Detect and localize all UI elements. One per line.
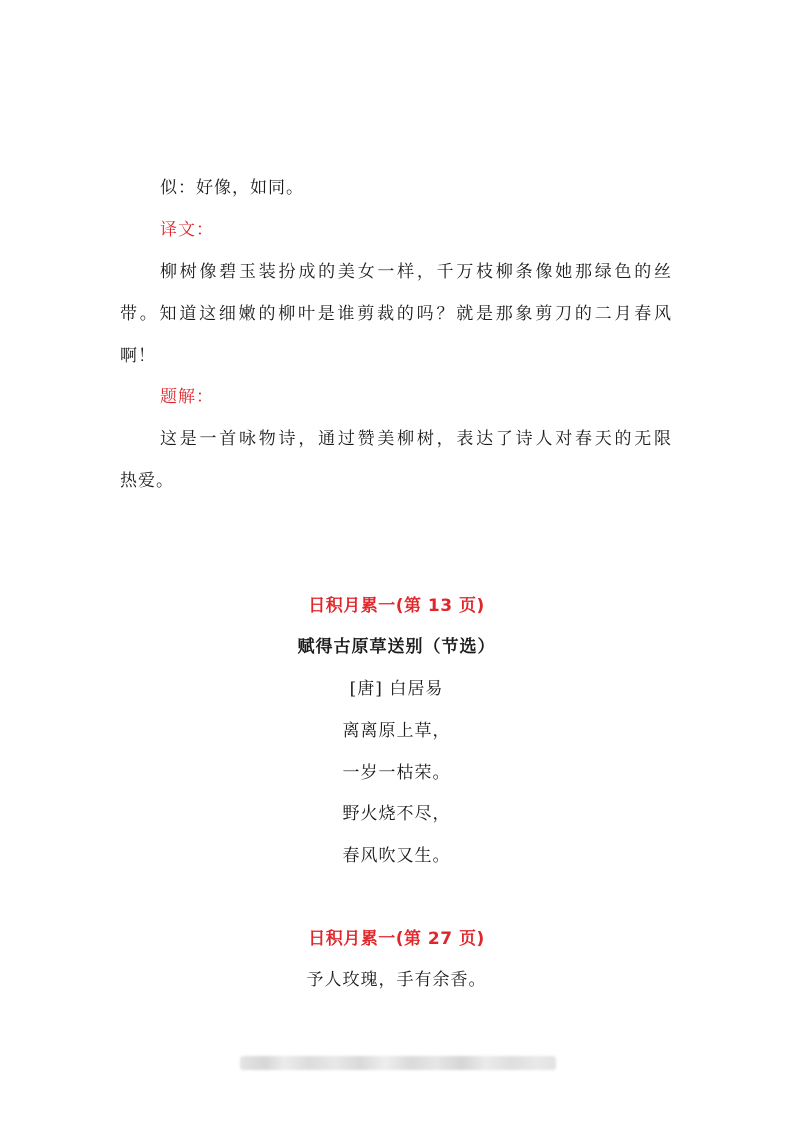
poem-author: [唐] 白居易: [349, 679, 444, 699]
section-heading-27: 日积月累一(第 27 页): [308, 929, 485, 949]
saying-text: 予人玫瑰，手有余香。: [306, 970, 487, 990]
analysis-line-1: 这是一首咏物诗，通过赞美柳树，表达了诗人对春天的无限: [160, 429, 672, 449]
translation-line-2: 带。知道这细嫩的柳叶是谁剪裁的吗？就是那象剪刀的二月春风: [120, 304, 672, 324]
poem-line-1: 离离原上草，: [342, 721, 451, 741]
translation-label: 译文：: [160, 220, 214, 240]
poem-line-4: 春风吹又生。: [342, 846, 451, 866]
translation-line-3: 啊！: [120, 346, 156, 366]
section-heading-13: 日积月累一(第 13 页): [308, 596, 485, 616]
poem-line-2: 一岁一枯荣。: [342, 763, 451, 783]
analysis-label: 题解：: [160, 387, 214, 407]
blurred-footer-watermark: [240, 1056, 556, 1070]
definition-text: 似：好像，如同。: [160, 178, 304, 198]
analysis-line-2: 热爱。: [120, 471, 174, 491]
translation-line-1: 柳树像碧玉装扮成的美女一样，千万枝柳条像她那绿色的丝: [160, 262, 672, 282]
poem-title: 赋得古原草送别（节选）: [297, 637, 496, 657]
poem-line-3: 野火烧不尽，: [342, 804, 451, 824]
